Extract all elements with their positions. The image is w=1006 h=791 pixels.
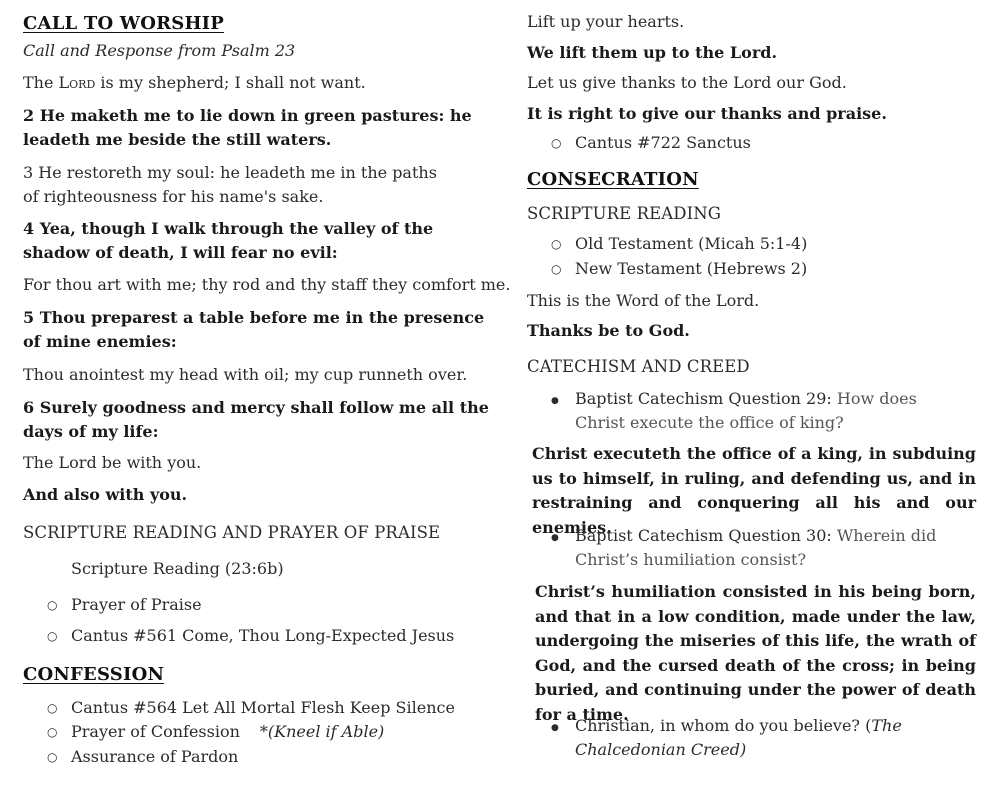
catechism-heading: CATECHISM AND CREED	[527, 357, 750, 376]
word-response: Thanks be to God.	[527, 321, 690, 340]
psalm-line-7: Thou anointest my head with oil; my cup runneth over.	[23, 365, 468, 384]
bullet-icon	[47, 593, 57, 617]
psalm-line-3: 3 He restoreth my soul: he leadeth me in the paths of righteousness for his name's sake.	[23, 163, 437, 206]
bullet-icon	[551, 387, 559, 413]
worship-subtitle: Call and Response from Psalm 23	[23, 41, 296, 60]
psalm-line-1: The Lord is my shepherd; I shall not want.	[23, 73, 366, 92]
cantus-561: Cantus #561 Come, Thou Long-Expected Jesus	[71, 626, 455, 645]
scripture-reading: Scripture Reading (23:6b)	[71, 559, 284, 578]
bullet-icon	[47, 624, 57, 648]
psalm-line-6: 5 Thou preparest a table before me in the presence of mine enemies:	[23, 308, 485, 351]
bullet-icon	[551, 714, 559, 740]
bullet-icon	[47, 720, 57, 744]
lift-up-hearts: Lift up your hearts.	[527, 12, 685, 31]
new-testament: New Testament (Hebrews 2)	[575, 259, 808, 278]
bullet-icon	[47, 696, 57, 720]
give-thanks: Let us give thanks to the Lord our God.	[527, 73, 847, 92]
kneel-note: *(Kneel if Able)	[259, 722, 385, 741]
confession-heading: CONFESSION	[23, 664, 165, 685]
catechism-a30: Christ’s humiliation consisted in his being born, and that in a low condition, made under the law, undergoing the miseries of this life, the wrath of God, and the cursed death of the cross; in being buried, and continuing under the power of death for a time.	[535, 582, 976, 724]
cantus-564: Cantus #564 Let All Mortal Flesh Keep Silence	[71, 698, 455, 717]
bullet-icon	[47, 745, 57, 769]
catechism-q30: Baptist Catechism Question 30: Wherein did Christ’s humiliation consist?	[575, 526, 937, 569]
catechism-a29: Christ executeth the office of a king, in subduing us to himself, in ruling, and defending us, and in restraining and conquering all his and our enemies.	[532, 444, 976, 537]
bullet-icon	[551, 131, 561, 155]
creed-question: Christian, in whom do you believe? (The Chalcedonian Creed)	[575, 716, 902, 759]
bullet-icon	[551, 257, 561, 281]
greeting: The Lord be with you.	[23, 453, 202, 472]
give-thanks-response: It is right to give our thanks and praise.	[527, 104, 887, 123]
bullet-icon	[551, 232, 561, 256]
psalm-line-5: For thou art with me; thy rod and thy staff they comfort me.	[23, 275, 511, 294]
scripture-praise-heading: SCRIPTURE READING AND PRAYER OF PRAISE	[23, 523, 441, 542]
scripture-reading-heading: SCRIPTURE READING	[527, 204, 722, 223]
prayer-of-confession: Prayer of Confession *(Kneel if Able)	[71, 722, 385, 741]
prayer-of-praise: Prayer of Praise	[71, 595, 202, 614]
word-of-the-lord: This is the Word of the Lord.	[527, 291, 760, 310]
lift-response: We lift them up to the Lord.	[527, 43, 778, 62]
greeting-response: And also with you.	[23, 485, 188, 504]
call-to-worship-heading: CALL TO WORSHIP	[23, 13, 225, 34]
psalm-line-4: 4 Yea, though I walk through the valley of the shadow of death, I will fear no evil:	[23, 219, 434, 262]
consecration-heading: CONSECRATION	[527, 169, 699, 190]
psalm-line-2: 2 He maketh me to lie down in green pastures: he leadeth me beside the still waters.	[23, 106, 472, 149]
old-testament: Old Testament (Micah 5:1-4)	[575, 234, 808, 253]
assurance-of-pardon: Assurance of Pardon	[71, 747, 239, 766]
catechism-q29: Baptist Catechism Question 29: How does Christ execute the office of king?	[575, 389, 917, 432]
bullet-icon	[551, 524, 559, 550]
cantus-722: Cantus #722 Sanctus	[575, 133, 751, 152]
psalm-line-8: 6 Surely goodness and mercy shall follow me all the days of my life:	[23, 398, 489, 441]
